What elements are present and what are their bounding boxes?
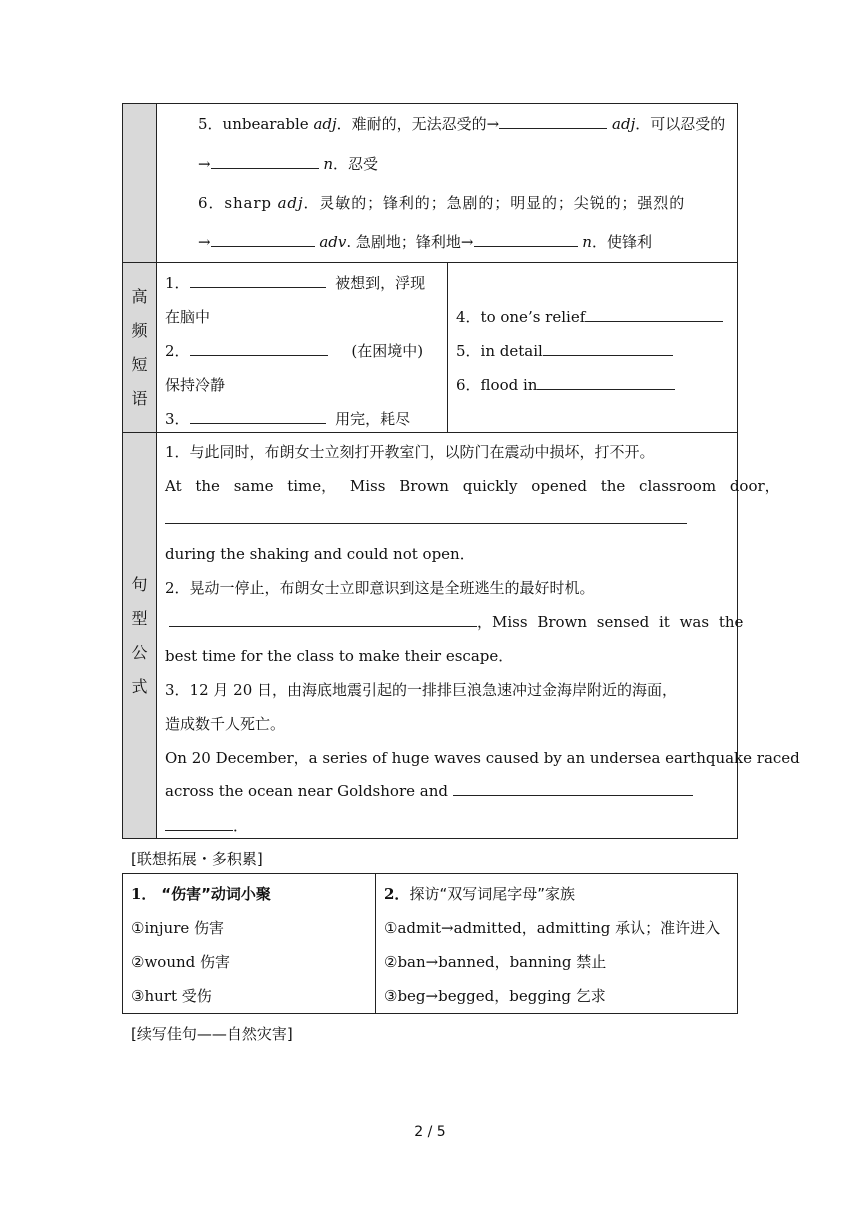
phrases-label-1: 高 [131, 286, 148, 306]
sentence-3-en: On 20 December，a series of huge waves caused by an undersea earthquake raced [165, 749, 800, 767]
blank[interactable] [543, 341, 673, 356]
phrases-left-cell [157, 263, 448, 433]
page-number: 2 / 5 [414, 1124, 446, 1140]
vocab-item-5-cont: → n．忍受 [198, 155, 379, 173]
phrase-1: 1． 被想到，浮现 [165, 274, 426, 292]
vocab-cell [157, 104, 738, 263]
sentence-2-end: best time for the class to make their escape． [165, 647, 514, 665]
blank[interactable] [211, 154, 319, 169]
phrase-3: 3． 用完，耗尽 [165, 410, 411, 428]
phrase-2-cont: 保持冷静 [165, 376, 226, 394]
vocab-item-5: 5．unbearable adj．难耐的，无法忍受的→ adj．可以忍受的 [198, 115, 726, 133]
sentence-1-end: during the shaking and could not open． [165, 545, 475, 563]
sentence-3-end: ． [165, 815, 248, 836]
expand-right-item-3: ③beg→begged，begging 乞求 [384, 987, 606, 1005]
phrase-1-cont: 在脑中 [165, 308, 211, 326]
phrases-label-2: 频 [131, 320, 148, 340]
phrases-label-4: 语 [131, 388, 148, 408]
expand-right-cell [376, 874, 738, 1014]
phrases-label-cell [123, 263, 157, 433]
blank[interactable] [453, 781, 693, 796]
sentence-1-blank [165, 509, 687, 528]
blank[interactable] [169, 612, 477, 627]
phrase-6: 6．flood in [456, 374, 675, 395]
sentence-3-en-cont: across the ocean near Goldshore and [165, 781, 693, 800]
blank[interactable] [190, 273, 326, 288]
sentences-label-3: 公 [131, 642, 148, 662]
expand-right-item-1: ①admit→admitted，admitting 承认；准许进入 [384, 919, 721, 937]
sentences-label-1: 句 [131, 574, 148, 594]
section-heading-continuation: [续写佳句——自然灾害] [131, 1025, 293, 1043]
sentence-1-en: At the same time， Miss Brown quickly opened the classroom door， [165, 477, 780, 495]
phrases-right-cell [448, 263, 738, 433]
sentences-label-2: 型 [131, 608, 148, 628]
blank[interactable] [165, 509, 687, 524]
blank[interactable] [190, 341, 328, 356]
sentence-2-cn: 2．晃动一停止，布朗女士立即意识到这是全班逃生的最好时机。 [165, 579, 595, 597]
sentence-2-en: ，Miss Brown sensed it was the [169, 611, 743, 632]
expand-right-item-2: ②ban→banned，banning 禁止 [384, 953, 607, 971]
sentence-3-cn-cont: 造成数千人死亡。 [165, 715, 286, 733]
expand-left-title: 1． “伤害”动词小聚 [131, 885, 271, 903]
blank[interactable] [585, 307, 723, 322]
blank[interactable] [537, 375, 675, 390]
sentences-cell [157, 433, 800, 839]
vocab-label-cell [123, 104, 157, 263]
expand-left-item-3: ③hurt 受伤 [131, 987, 212, 1005]
blank[interactable] [165, 816, 233, 831]
blank[interactable] [474, 232, 578, 247]
expand-table [122, 873, 738, 1014]
sentences-label-4: 式 [131, 676, 148, 696]
expand-right-title: 2．探访“双写词尾字母”家族 [384, 885, 575, 903]
phrase-5: 5．in detail [456, 340, 673, 361]
expand-left-cell [123, 874, 376, 1014]
blank[interactable] [211, 232, 315, 247]
vocab-item-6-cont: → adv. 急剧地；锋利地→ n．使锋利 [198, 233, 652, 251]
blank[interactable] [190, 409, 326, 424]
main-table [122, 103, 800, 839]
sentence-3-cn: 3．12 月 20 日，由海底地震引起的一排排巨浪急速冲过金海岸附近的海面， [165, 681, 678, 699]
expand-left-item-2: ②wound 伤害 [131, 953, 231, 971]
phrase-4: 4．to one’s relief [456, 306, 723, 327]
sentences-label-cell [123, 433, 157, 839]
vocab-item-6: 6．sharp adj．灵敏的；锋利的；急剧的；明显的；尖锐的；强烈的 [198, 194, 686, 212]
sentence-1-cn: 1．与此同时，布朗女士立刻打开教室门，以防门在震动中损坏，打不开。 [165, 443, 655, 461]
phrases-label-3: 短 [131, 354, 148, 374]
section-heading-expand: [联想拓展・多积累] [131, 850, 263, 868]
phrase-2: 2． (在困境中) [165, 342, 424, 360]
expand-left-item-1: ①injure 伤害 [131, 919, 225, 937]
blank[interactable] [499, 114, 607, 129]
